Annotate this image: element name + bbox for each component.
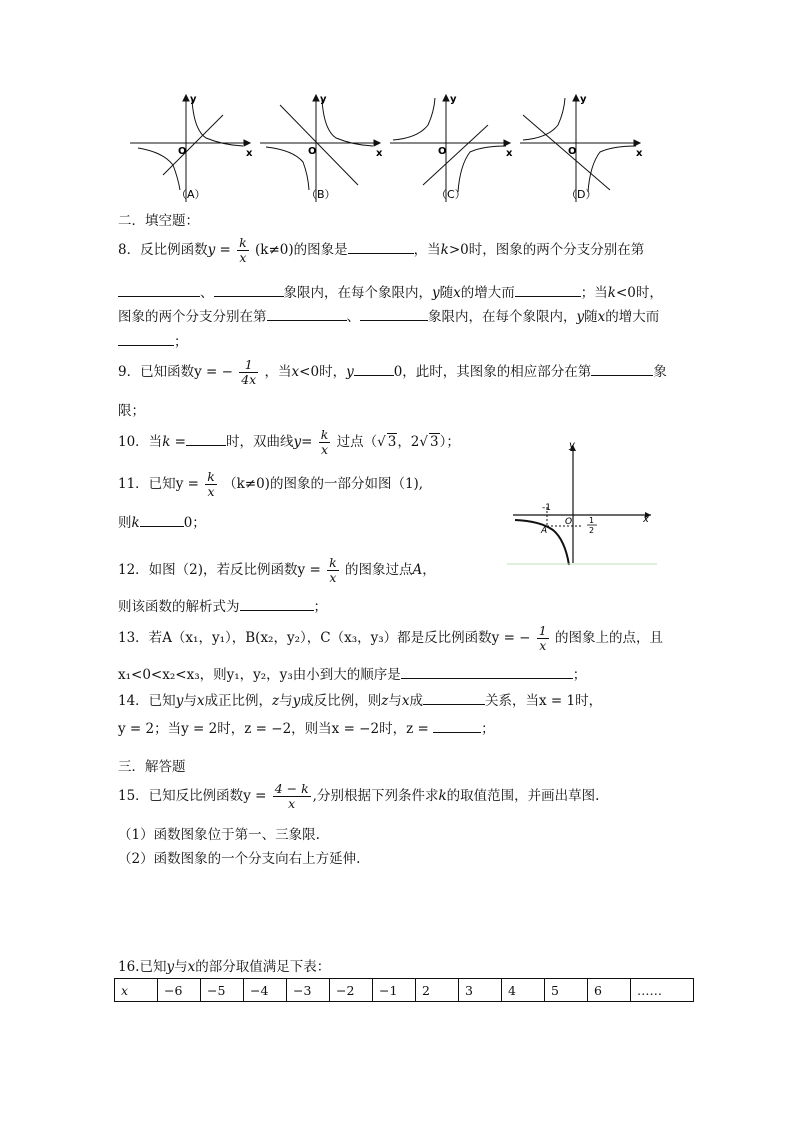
graph-a-x: x xyxy=(246,148,253,159)
fraction-k-over-x: $\frac{k}{x}$ xyxy=(207,469,215,499)
fraction-1-over-4x: $\frac{1}{4x}$ xyxy=(241,357,257,387)
graph-c-x: x xyxy=(506,148,513,159)
question-15-part-2: （2）函数图象的一个分支向右上方延伸. xyxy=(118,851,361,867)
question-14-line-2: y = 2；当y = 2时，z = −2，则当x = −2时，z = ； xyxy=(118,718,495,738)
question-8-line-3: 图象的两个分支分别在第 、 象限内，在每个象限内，y随x的增大而 xyxy=(118,306,659,326)
answer-blank[interactable] xyxy=(348,239,414,254)
figure-1 xyxy=(505,435,660,567)
fig1-neg1: -1 xyxy=(542,503,551,513)
table-cell: −3 xyxy=(287,979,330,1002)
answer-blank[interactable] xyxy=(118,282,200,297)
fig1-y: y xyxy=(569,440,575,451)
table-row xyxy=(115,979,694,1002)
fraction-k-over-x: $\frac{k}{x}$ xyxy=(239,235,247,265)
fig1-o: O xyxy=(565,517,573,527)
answer-blank[interactable] xyxy=(214,282,284,297)
question-8-line-1: 8．反比例函数y = $\frac{k}{x}$ (k≠0)的图象是 ，当k>0时，图象的两个分支分别在第 xyxy=(118,235,645,265)
answer-blank[interactable] xyxy=(360,306,428,321)
table-cell: −2 xyxy=(330,979,373,1002)
question-12-line-1: 12．如图（2)，若反比例函数y = $\frac{k}{x}$ 的图象过点A， xyxy=(118,555,436,585)
question-9-line-2: 限； xyxy=(118,403,145,419)
answer-blank[interactable] xyxy=(423,690,485,705)
table-cell: …… xyxy=(631,979,694,1002)
fraction-4-minus-k-over-x: $\frac{4 - k}{x}$ xyxy=(274,781,309,811)
answer-blank[interactable] xyxy=(140,512,184,527)
graph-b-x: x xyxy=(376,148,383,159)
value-table xyxy=(114,978,694,1002)
answer-blank[interactable] xyxy=(515,282,581,297)
question-9-line-1: 9．已知函数y = − $\frac{1}{4x}$ ，当x<0时，y 0，此时，其图象的相应部分在第 象 xyxy=(118,357,667,387)
question-14-line-1: 14．已知y与x成正比例，z与y成反比例，则z与x成 关系，当x = 1时， xyxy=(118,690,602,710)
section-3-title: 三．解答题 xyxy=(118,759,186,775)
question-16: 16.已知y与x的部分取值满足下表： xyxy=(118,959,331,975)
answer-blank[interactable] xyxy=(591,361,653,376)
fig1-a: A xyxy=(541,526,548,536)
graph-c-label: （C） xyxy=(436,188,466,201)
question-13-line-2: x₁<0<x₂<x₃，则y₁，y₂，y₃由小到大的顺序是 ； xyxy=(118,664,586,684)
graph-c-y: y xyxy=(450,94,457,105)
question-15: 15．已知反比例函数y = $\frac{4 - k}{x}$ ,分别根据下列条件求k的取值范围，并画出草图. xyxy=(118,781,600,811)
fraction-1-over-x: $\frac{1}{x}$ xyxy=(538,623,547,653)
answer-blank[interactable] xyxy=(118,331,174,346)
answer-blank[interactable] xyxy=(401,664,573,679)
graph-b xyxy=(260,95,380,202)
fig1-x: x xyxy=(643,514,649,525)
question-8-line-2: 、 象限内，在每个象限内，y随x的增大而 ；当k<0时， xyxy=(118,282,663,302)
answer-blank[interactable] xyxy=(433,718,481,733)
graph-c-o: O xyxy=(438,146,447,157)
question-11-line-2: 则k 0； xyxy=(118,512,206,532)
fraction-k-over-x: $\frac{k}{x}$ xyxy=(329,555,337,585)
answer-blank[interactable] xyxy=(186,431,226,446)
answer-blank[interactable] xyxy=(267,306,347,321)
question-15-part-1: （1）函数图象位于第一、三象限. xyxy=(118,827,320,843)
table-cell: −5 xyxy=(201,979,244,1002)
table-cell: −4 xyxy=(244,979,287,1002)
table-cell: 5 xyxy=(545,979,588,1002)
fig1-half-num: 1 xyxy=(589,516,595,525)
table-cell: 3 xyxy=(459,979,502,1002)
graph-a-label: （A） xyxy=(176,188,206,201)
question-8-line-4: ； xyxy=(118,331,188,351)
option-graphs xyxy=(128,90,648,205)
graph-b-label: （B） xyxy=(306,188,336,201)
section-2-title: 二．填空题： xyxy=(118,213,199,229)
fig1-half-den: 2 xyxy=(589,526,595,535)
table-cell: 2 xyxy=(416,979,459,1002)
table-cell: 6 xyxy=(588,979,631,1002)
table-cell: −6 xyxy=(158,979,201,1002)
table-cell: x xyxy=(115,979,158,1002)
table-cell: −1 xyxy=(373,979,416,1002)
answer-blank[interactable] xyxy=(354,361,394,376)
graph-a-y: y xyxy=(190,94,197,105)
graph-c xyxy=(390,95,510,202)
fraction-k-over-x: $\frac{k}{x}$ xyxy=(320,427,329,457)
graph-d-y: y xyxy=(580,94,587,105)
graph-d-label: （D） xyxy=(566,188,597,201)
table-cell: 4 xyxy=(502,979,545,1002)
answer-blank[interactable] xyxy=(240,596,314,611)
graph-a xyxy=(130,95,250,202)
graph-d-o: O xyxy=(568,146,577,157)
graph-b-o: O xyxy=(308,146,317,157)
question-11-line-1: 11．已知y = $\frac{k}{x}$ （k≠0)的图象的一部分如图（1), xyxy=(118,469,424,499)
question-12-line-2: 则该函数的解析式为 ； xyxy=(118,596,327,616)
graph-b-y: y xyxy=(320,94,327,105)
question-13-line-1: 13．若A（x₁，y₁），B(x₂，y₂），C（x₃，y₃）都是反比例函数y = − $\frac{1}{x}$ 的图象上的点，且 xyxy=(118,623,664,653)
graph-d xyxy=(520,95,640,202)
graph-d-x: x xyxy=(636,148,643,159)
graph-a-o: O xyxy=(178,146,187,157)
question-10: 10．当k = 时，双曲线y= $\frac{k}{x}$ 过点（√ 3，2√ 3）； xyxy=(118,427,460,457)
